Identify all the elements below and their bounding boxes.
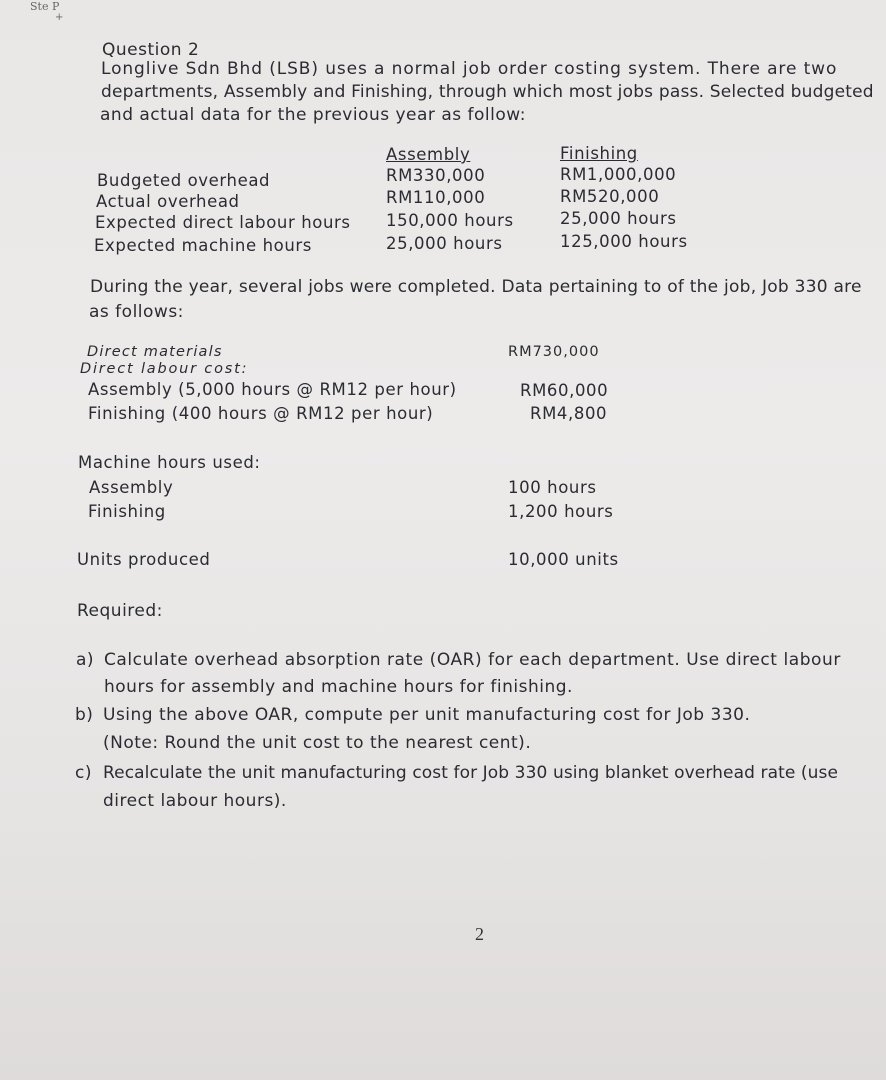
intro-line: and actual data for the previous year as follow:: [100, 105, 526, 125]
row-label: Actual overhead: [96, 192, 240, 211]
cell-finishing: 25,000 hours: [560, 209, 677, 228]
machine-hours-label: Machine hours used:: [78, 453, 261, 472]
item-letter: b): [75, 705, 94, 725]
handwritten-mark: +: [55, 12, 64, 23]
required-item-line: Calculate overhead absorption rate (OAR) for each department. Use direct labour: [104, 650, 841, 670]
cell-finishing: RM1,000,000: [560, 165, 677, 184]
required-item-line: hours for assembly and machine hours for finishing.: [104, 677, 573, 697]
handwritten-note: Ste P: [30, 0, 60, 13]
assembly-labour-value: RM60,000: [520, 381, 609, 400]
machine-assembly-value: 100 hours: [508, 478, 597, 497]
machine-assembly-label: Assembly: [89, 478, 174, 497]
units-value: 10,000 units: [508, 550, 619, 569]
required-item-line: Recalculate the unit manufacturing cost for Job 330 using blanket overhead rate (use: [103, 763, 839, 783]
item-letter: a): [76, 650, 95, 670]
header-finishing: Finishing: [560, 144, 638, 163]
intro-line: departments, Assembly and Finishing, through which most jobs pass. Selected budgeted: [101, 82, 874, 102]
row-label: Expected machine hours: [94, 236, 312, 255]
item-letter: c): [75, 763, 92, 783]
required-item-line: Using the above OAR, compute per unit manufacturing cost for Job 330.: [103, 705, 751, 725]
units-label: Units produced: [77, 550, 211, 569]
header-assembly: Assembly: [386, 145, 471, 164]
assembly-labour-label: Assembly (5,000 hours @ RM12 per hour): [88, 380, 457, 399]
required-title: Required:: [77, 601, 163, 621]
page-number: 2: [475, 924, 484, 944]
job-intro-line: as follows:: [89, 302, 184, 322]
required-item-line: (Note: Round the unit cost to the nearest cent).: [103, 733, 532, 753]
direct-labour-label: Direct labour cost:: [80, 361, 249, 377]
intro-line: Longlive Sdn Bhd (LSB) uses a normal job order costing system. There are two: [101, 59, 838, 79]
machine-finishing-value: 1,200 hours: [508, 502, 614, 521]
direct-materials-value: RM730,000: [508, 344, 600, 360]
direct-materials-label: Direct materials: [87, 344, 223, 360]
question-title: Question 2: [102, 40, 200, 60]
cell-finishing: 125,000 hours: [560, 232, 688, 251]
finishing-labour-label: Finishing (400 hours @ RM12 per hour): [88, 404, 434, 423]
required-item-line: direct labour hours).: [103, 791, 287, 811]
cell-assembly: 150,000 hours: [386, 211, 514, 230]
cell-assembly: 25,000 hours: [386, 234, 503, 253]
machine-finishing-label: Finishing: [88, 502, 166, 521]
cell-assembly: RM330,000: [386, 166, 486, 185]
cell-assembly: RM110,000: [386, 188, 486, 207]
row-label: Budgeted overhead: [97, 171, 271, 190]
row-label: Expected direct labour hours: [95, 213, 351, 232]
cell-finishing: RM520,000: [560, 187, 660, 206]
finishing-labour-value: RM4,800: [530, 404, 608, 423]
job-intro-line: During the year, several jobs were completed. Data pertaining to of the job, Job 330 are: [90, 277, 862, 297]
